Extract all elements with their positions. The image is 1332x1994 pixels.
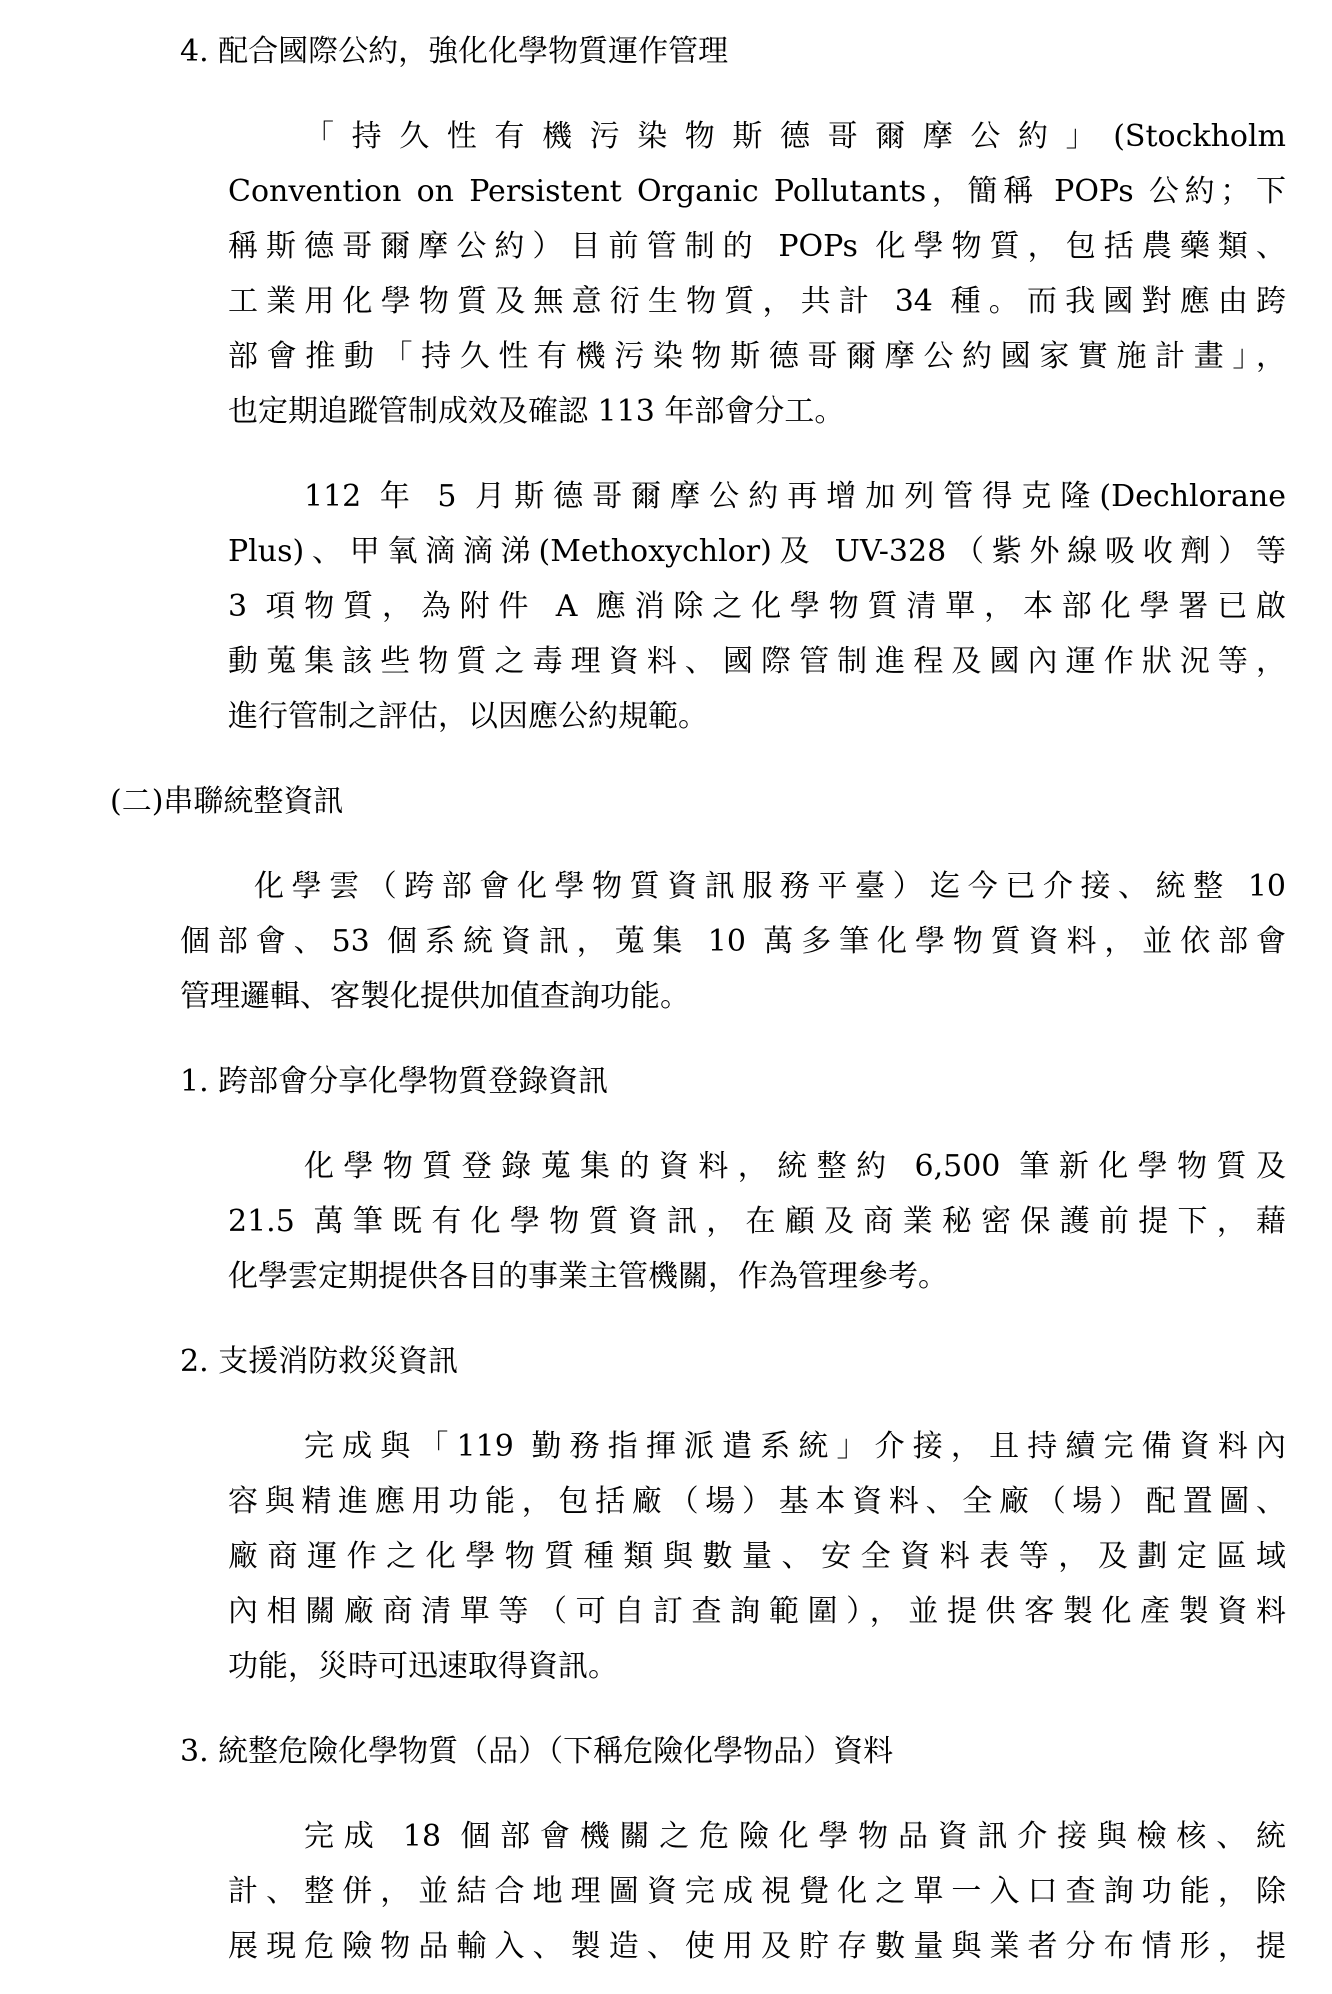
- paragraph-line: 動蒐集該些物質之毒理資料、國際管制進程及國內運作狀況等，: [228, 644, 1286, 679]
- section-heading: 4. 配合國際公約，強化化學物質運作管理: [180, 34, 729, 69]
- paragraph-line: 稱斯德哥爾摩公約）目前管制的 POPs 化學物質，包括農藥類、: [228, 229, 1286, 264]
- part-heading: (二)串聯統整資訊: [110, 784, 344, 819]
- paragraph-line: 完成 18 個部會機關之危險化學物品資訊介接與檢核、統: [304, 1819, 1286, 1854]
- paragraph-line: 3 項物質，為附件 A 應消除之化學物質清單，本部化學署已啟: [228, 589, 1286, 624]
- paragraph-line: Convention on Persistent Organic Pollutants，簡稱 POPs 公約；下: [228, 174, 1286, 209]
- paragraph-line: 個部會、53 個系統資訊，蒐集 10 萬多筆化學物質資料，並依部會: [180, 924, 1286, 959]
- paragraph-line: 工業用化學物質及無意衍生物質，共計 34 種。而我國對應由跨: [228, 284, 1286, 319]
- paragraph-line: 功能，災時可迅速取得資訊。: [228, 1649, 618, 1684]
- paragraph-line: 21.5 萬筆既有化學物質資訊，在顧及商業秘密保護前提下，藉: [228, 1204, 1286, 1239]
- paragraph-line: 內相關廠商清單等（可自訂查詢範圍），並提供客製化產製資料: [228, 1594, 1286, 1629]
- paragraph-line: 化學雲（跨部會化學物質資訊服務平臺）迄今已介接、統整 10: [254, 869, 1286, 904]
- paragraph-line: 化學雲定期提供各目的事業主管機關，作為管理參考。: [228, 1259, 948, 1294]
- paragraph-line: 容與精進應用功能，包括廠（場）基本資料、全廠（場）配置圖、: [228, 1484, 1286, 1519]
- paragraph-line: 廠商運作之化學物質種類與數量、安全資料表等，及劃定區域: [228, 1539, 1286, 1574]
- paragraph-line: 112 年 5 月斯德哥爾摩公約再增加列管得克隆(Dechlorane: [304, 479, 1286, 514]
- paragraph-line: 計、整併，並結合地理圖資完成視覺化之單一入口查詢功能，除: [228, 1874, 1286, 1909]
- item-heading: 3. 統整危險化學物質（品）（下稱危險化學物品）資料: [180, 1734, 894, 1769]
- item-heading: 1. 跨部會分享化學物質登錄資訊: [180, 1064, 609, 1099]
- paragraph-line: 展現危險物品輸入、製造、使用及貯存數量與業者分布情形，提: [228, 1929, 1286, 1964]
- paragraph-line: 「持久性有機污染物斯德哥爾摩公約」(Stockholm: [304, 119, 1286, 154]
- paragraph-line: 完成與「119 勤務指揮派遣系統」介接，且持續完備資料內: [304, 1429, 1286, 1464]
- paragraph-line: 化學物質登錄蒐集的資料，統整約 6,500 筆新化學物質及: [304, 1149, 1286, 1184]
- paragraph-line: 也定期追蹤管制成效及確認 113 年部會分工。: [228, 394, 845, 429]
- paragraph-line: Plus)、甲氧滴滴涕(Methoxychlor)及 UV-328（紫外線吸收劑）等: [228, 534, 1286, 569]
- paragraph-line: 部會推動「持久性有機污染物斯德哥爾摩公約國家實施計畫」，: [228, 339, 1286, 374]
- paragraph-line: 管理邏輯、客製化提供加值查詢功能。: [180, 979, 690, 1014]
- paragraph-line: 進行管制之評估，以因應公約規範。: [228, 699, 708, 734]
- item-heading: 2. 支援消防救災資訊: [180, 1344, 459, 1379]
